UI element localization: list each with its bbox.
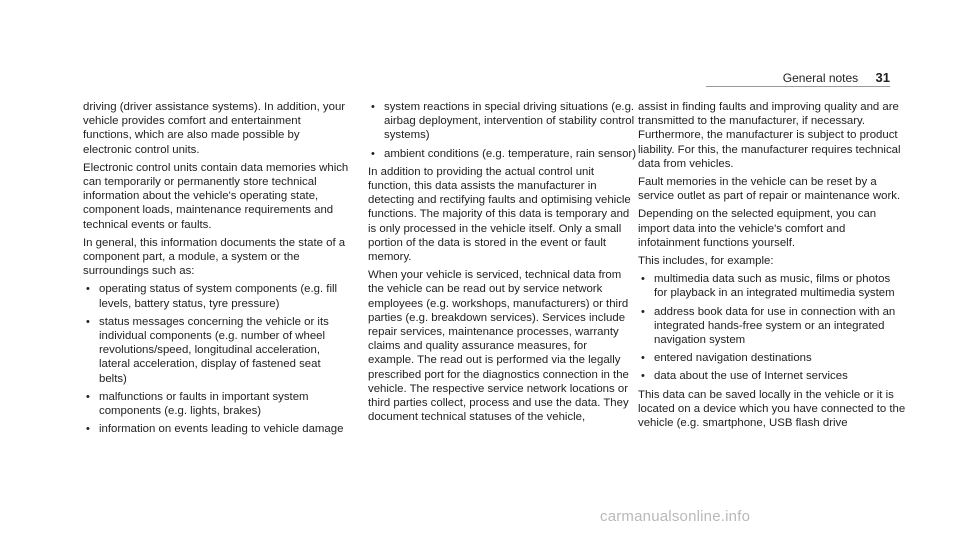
paragraph: This data can be saved locally in the vehicle or it is located on a device which you have connected to the vehicle (e.g. smartphone, USB flash drive xyxy=(638,388,906,430)
list-item: • multimedia data such as music, films or photos for playback in an integrated multimedia system xyxy=(638,272,906,300)
paragraph: Electronic control units contain data memories which can temporarily or permanently store technical information about the vehicle's operating state, component loads, maintenance requirements and technical events or faults. xyxy=(83,161,349,231)
list-item: • data about the use of Internet services xyxy=(638,369,906,383)
page-header xyxy=(783,70,890,85)
watermark: carmanualsonline.info xyxy=(600,508,751,525)
header-rule xyxy=(706,86,890,87)
bullet-list xyxy=(638,272,906,383)
list-item: • operating status of system components (e.g. fill levels, battery status, tyre pressure) xyxy=(83,282,351,310)
paragraph: In general, this information documents the state of a component part, a module, a system or the surroundings such as: xyxy=(83,236,346,278)
list-item: • ambient conditions (e.g. temperature, rain sensor) xyxy=(368,147,636,161)
paragraph: When your vehicle is serviced, technical data from the vehicle can be read out by service network employees (e.g. workshops, manufacturers) or third parties (e.g. breakdown services). Services include repair services, maintenance processes, warranty claims and quality assurance measures, for example. The read out is performed via the legally prescribed port for the diagnostics connection in the vehicle. The respective service network locations or third parties collect, process and use the data. They document technical statuses of the vehicle, xyxy=(368,269,629,424)
list-item: • entered navigation destinations xyxy=(638,351,906,365)
text-column-1 xyxy=(83,100,351,440)
paragraph: This includes, for example: xyxy=(638,255,774,268)
list-item: • information on events leading to vehicle damage xyxy=(83,422,351,436)
paragraph: Fault memories in the vehicle can be reset by a service outlet as part of repair or maintenance work. xyxy=(638,176,901,203)
paragraph: assist in finding faults and improving quality and are transmitted to the manufacturer, if necessary. Furthermore, the manufacturer is subject to product liability. For this, the manufacturer requires technical data from vehicles. xyxy=(638,101,901,170)
paragraph: Depending on the selected equipment, you can import data into the vehicle's comfort and infotainment functions yourself. xyxy=(638,208,877,249)
paragraph: driving (driver assistance systems). In addition, your vehicle provides comfort and entertainment functions, which are also made possible by electronic control units. xyxy=(83,101,346,156)
text-column-3 xyxy=(638,100,906,434)
list-item: • system reactions in special driving situations (e.g. airbag deployment, intervention of stability control systems) xyxy=(368,100,636,143)
list-item: • address book data for use in connection with an integrated hands-free system or an integrated navigation system xyxy=(638,305,906,348)
text-column-2 xyxy=(368,100,636,428)
page-number: 31 xyxy=(875,70,890,85)
section-title: General notes xyxy=(782,71,859,85)
list-item: • malfunctions or faults in important system components (e.g. lights, brakes) xyxy=(83,390,351,418)
paragraph: In addition to providing the actual control unit function, this data assists the manufacturer in detecting and rectifying faults and optimising vehicle functions. The majority of this data is temporary and is only processed in the vehicle itself. Only a small portion of the data is stored in the event or fault memory. xyxy=(368,165,631,264)
list-item: • status messages concerning the vehicle or its individual components (e.g. number of wheel revolutions/speed, longitudinal acceleration, lateral acceleration, display of fastened seat belts) xyxy=(83,315,351,386)
bullet-list xyxy=(368,100,636,161)
bullet-list xyxy=(83,282,351,436)
